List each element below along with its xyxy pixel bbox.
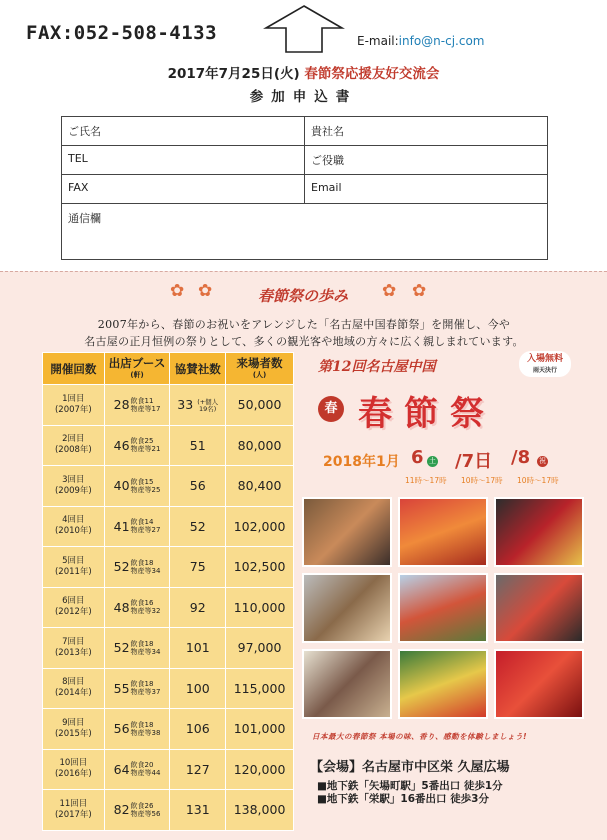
poster-title-text: 春節祭 xyxy=(358,394,496,434)
name-field[interactable]: ご氏名 xyxy=(68,125,101,138)
cell-round: 10回目 (2016年) xyxy=(43,749,105,790)
cell-booths: 46 飲食25 物産等21 xyxy=(104,425,170,466)
cell-booths: 64 飲食20 物産等44 xyxy=(104,749,170,790)
cell-visitors: 80,400 xyxy=(226,466,294,507)
table-row xyxy=(43,709,294,750)
free-entry-badge: 入場無料 雨天決行 xyxy=(519,351,571,377)
cell-visitors: 80,000 xyxy=(226,425,294,466)
poster-subtitle: 第12回名古屋中国 xyxy=(318,359,436,375)
email-field[interactable]: Email xyxy=(304,175,547,203)
festival-photo xyxy=(302,497,392,567)
festival-photo xyxy=(398,649,488,719)
cell-round: 3回目 (2009年) xyxy=(43,466,105,507)
col-header-visitors: 来場者数 (人) xyxy=(226,353,294,385)
cell-visitors: 115,000 xyxy=(226,668,294,709)
table-row xyxy=(43,628,294,669)
festival-logo-icon: 春 xyxy=(318,396,344,422)
history-title-banner xyxy=(168,281,438,309)
position-field[interactable]: ご役職 xyxy=(304,146,547,174)
form-row xyxy=(62,117,547,146)
date-day2: /7日 xyxy=(455,451,493,472)
time-day1: 11時～17時 xyxy=(405,476,447,485)
form-row xyxy=(62,146,547,175)
festival-photo xyxy=(302,649,392,719)
table-header-row xyxy=(43,353,294,385)
cell-sponsors: 131 xyxy=(170,790,226,831)
venue: 【会場】名古屋市中区栄 久屋広場 xyxy=(310,760,510,775)
cell-booths: 52 飲食18 物産等34 xyxy=(104,547,170,588)
festival-photo xyxy=(494,497,584,567)
date-day3: /8 xyxy=(511,447,531,468)
cell-round: 1回目 (2007年) xyxy=(43,385,105,426)
email-line xyxy=(357,34,485,48)
event-date: 2017年7月25日(火) xyxy=(167,66,300,82)
festival-photo xyxy=(494,649,584,719)
festival-photo-grid xyxy=(302,497,590,722)
flower-icon: ✿ xyxy=(170,281,185,301)
fax-field[interactable]: FAX xyxy=(68,181,89,194)
history-title: 春節祭の歩み xyxy=(257,287,348,305)
flower-icon: ✿ xyxy=(198,281,213,301)
cell-visitors: 138,000 xyxy=(226,790,294,831)
table-row xyxy=(43,749,294,790)
history-intro xyxy=(34,316,574,350)
time-day3: 10時～17時 xyxy=(517,476,559,485)
holiday-badge: 祝 xyxy=(539,457,546,465)
cell-round: 2回目 (2008年) xyxy=(43,425,105,466)
cell-round: 5回目 (2011年) xyxy=(43,547,105,588)
time-day2: 10時～17時 xyxy=(461,476,503,485)
application-form xyxy=(61,116,548,260)
cell-booths: 48 飲食16 物産等32 xyxy=(104,587,170,628)
cell-visitors: 102,000 xyxy=(226,506,294,547)
form-row xyxy=(62,204,547,259)
fax-number: FAX:052-508-4133 xyxy=(26,22,218,44)
email-address[interactable]: info@n-cj.com xyxy=(398,34,485,48)
cell-visitors: 120,000 xyxy=(226,749,294,790)
cell-round: 11回目 (2017年) xyxy=(43,790,105,831)
form-row xyxy=(62,175,547,204)
intro-line: 2007年から、春節のお祝いをアレンジした「名古屋中国春節祭」を開催し、今や xyxy=(97,318,511,331)
festival-photo xyxy=(302,573,392,643)
flower-icon: ✿ xyxy=(412,281,427,301)
access-line: ■地下鉄「栄駅」16番出口 徒歩3分 xyxy=(317,793,489,805)
table-row xyxy=(43,668,294,709)
cell-sponsors: 33 (+個人 19名) xyxy=(170,385,226,426)
flower-icon: ✿ xyxy=(382,281,397,301)
cell-round: 4回目 (2010年) xyxy=(43,506,105,547)
up-arrow-icon xyxy=(262,4,346,54)
cell-sponsors: 100 xyxy=(170,668,226,709)
intro-line: 名古屋の正月恒例の祭りとして、多くの観光客や地域の方々に広く親しまれています。 xyxy=(84,335,524,348)
table-row xyxy=(43,506,294,547)
table-row xyxy=(43,385,294,426)
table-row xyxy=(43,425,294,466)
col-header-round: 開催回数 xyxy=(43,353,105,385)
festival-photo xyxy=(398,573,488,643)
cell-booths: 41 飲食14 物産等27 xyxy=(104,506,170,547)
cell-visitors: 97,000 xyxy=(226,628,294,669)
festival-photo xyxy=(494,573,584,643)
cell-sponsors: 101 xyxy=(170,628,226,669)
cell-visitors: 110,000 xyxy=(226,587,294,628)
tel-field[interactable]: TEL xyxy=(68,152,88,165)
cell-booths: 55 飲食18 物産等37 xyxy=(104,668,170,709)
cell-round: 8回目 (2014年) xyxy=(43,668,105,709)
cell-booths: 52 飲食18 物産等34 xyxy=(104,628,170,669)
col-header-booths: 出店ブース (軒) xyxy=(104,353,170,385)
table-row xyxy=(43,587,294,628)
cell-sponsors: 56 xyxy=(170,466,226,507)
poster-slogan: 日本最大の春節祭 本場の味、香り、感動を体験しましょう! xyxy=(312,732,528,741)
cell-visitors: 50,000 xyxy=(226,385,294,426)
event-heading xyxy=(0,62,607,82)
notes-field[interactable]: 通信欄 xyxy=(68,212,101,225)
festival-photo xyxy=(398,497,488,567)
event-dates xyxy=(323,447,583,487)
email-label: E-mail: xyxy=(357,34,399,48)
cell-visitors: 101,000 xyxy=(226,709,294,750)
cell-sponsors: 106 xyxy=(170,709,226,750)
table-row xyxy=(43,547,294,588)
cell-sponsors: 52 xyxy=(170,506,226,547)
company-field[interactable]: 貴社名 xyxy=(304,117,547,145)
event-name: 春節祭応援友好交流会 xyxy=(304,66,440,82)
cell-round: 6回目 (2012年) xyxy=(43,587,105,628)
access-line: ■地下鉄「矢場町駅」5番出口 徒歩1分 xyxy=(317,780,503,792)
table-row xyxy=(43,466,294,507)
col-header-sponsors: 協賛社数 xyxy=(170,353,226,385)
table-row xyxy=(43,790,294,831)
cell-round: 9回目 (2015年) xyxy=(43,709,105,750)
cell-round: 7回目 (2013年) xyxy=(43,628,105,669)
poster-title xyxy=(316,378,576,438)
cell-booths: 56 飲食18 物産等38 xyxy=(104,709,170,750)
date-day1: 6 xyxy=(411,447,424,468)
access-info xyxy=(317,780,503,806)
history-table xyxy=(42,352,294,831)
cell-booths: 40 飲食15 物産等25 xyxy=(104,466,170,507)
saturday-badge: 土 xyxy=(429,457,436,465)
cell-booths: 28 飲食11 物産等17 xyxy=(104,385,170,426)
cell-sponsors: 127 xyxy=(170,749,226,790)
cell-visitors: 102,500 xyxy=(226,547,294,588)
cell-sponsors: 92 xyxy=(170,587,226,628)
cell-booths: 82 飲食26 物産等56 xyxy=(104,790,170,831)
cell-sponsors: 51 xyxy=(170,425,226,466)
form-title: 参加申込書 xyxy=(249,89,358,105)
cell-sponsors: 75 xyxy=(170,547,226,588)
dates-year-month: 2018年1月 xyxy=(323,454,400,470)
